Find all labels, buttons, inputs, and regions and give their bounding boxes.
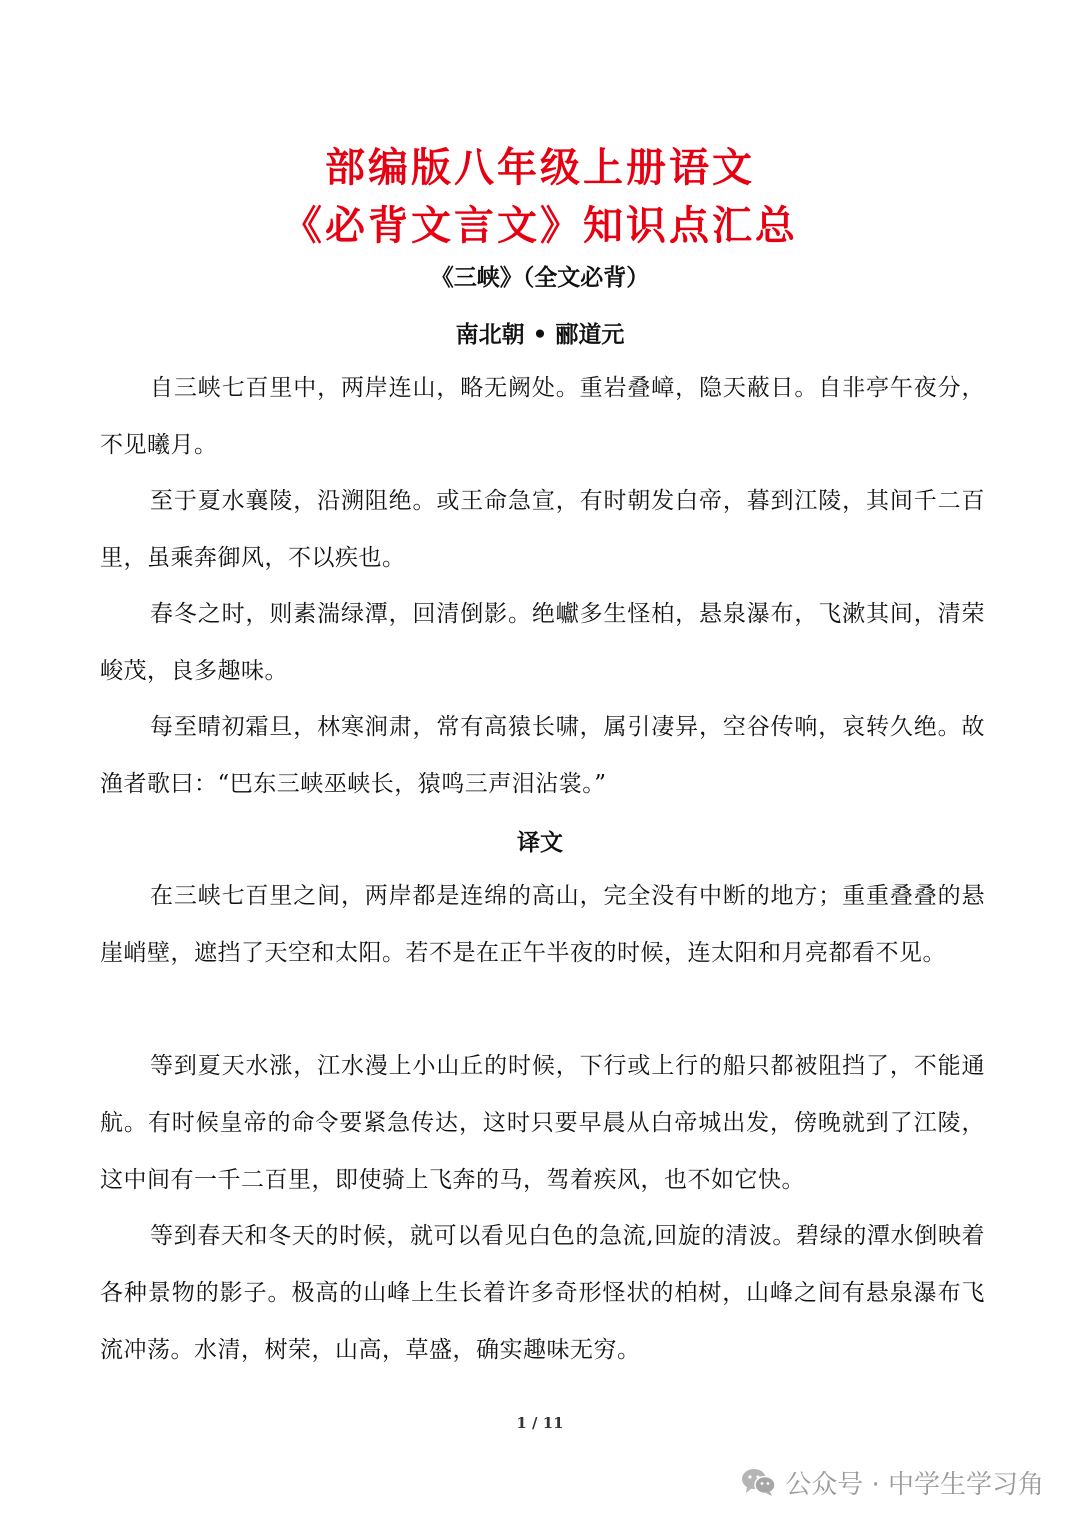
watermark <box>741 1462 1044 1502</box>
translation-heading: 译文 <box>517 830 563 856</box>
document-title-line-1: 部编版八年级上册语文 <box>325 145 755 191</box>
watermark-text: 公众号 · 中学生学习角 <box>785 1469 1044 1500</box>
page-number: 1 / 11 <box>516 1414 564 1432</box>
document-title-line-2: 《必背文言文》知识点汇总 <box>282 203 798 249</box>
wechat-icon <box>741 1467 777 1497</box>
translation-paragraph: 在三峡七百里之间，两岸都是连绵的高山，完全没有中断的地方；重重叠叠的悬崖峭壁，遮挡了天空和太阳。若不是在正午半夜的时候，连太阳和月亮都看不见。 <box>100 883 985 966</box>
original-paragraph: 每至晴初霜旦，林寒涧肃，常有高猿长啸，属引凄异，空谷传响，哀转久绝。故渔者歌曰：“巴东三峡巫峡长，猿鸣三声泪沾裳。” <box>100 714 985 797</box>
original-paragraph: 至于夏水襄陵，沿溯阻绝。或王命急宣，有时朝发白帝，暮到江陵，其间千二百里，虽乘奔御风，不以疾也。 <box>100 488 985 571</box>
original-paragraph: 春冬之时，则素湍绿潭，回清倒影。绝巘多生怪柏，悬泉瀑布，飞漱其间，清荣峻茂，良多趣味。 <box>100 601 985 684</box>
section-title: 《三峡》（全文必背） <box>430 265 650 291</box>
author-line: 南北朝 • 郦道元 <box>455 322 625 348</box>
translation-paragraph: 等到春天和冬天的时候，就可以看见白色的急流,回旋的清波。碧绿的潭水倒映着各种景物的影子。极高的山峰上生长着许多奇形怪状的柏树，山峰之间有悬泉瀑布飞流冲荡。水清，树荣，山高，草盛，确实趣味无穷。 <box>100 1223 985 1363</box>
translation-paragraph: 等到夏天水涨，江水漫上小山丘的时候，下行或上行的船只都被阻挡了，不能通航。有时候皇帝的命令要紧急传达，这时只要早晨从白帝城出发，傍晚就到了江陵，这中间有一千二百里，即使骑上飞奔的马，驾着疾风，也不如它快。 <box>100 1053 985 1193</box>
original-paragraph: 自三峡七百里中，两岸连山，略无阙处。重岩叠嶂，隐天蔽日。自非亭午夜分，不见曦月。 <box>100 375 985 458</box>
